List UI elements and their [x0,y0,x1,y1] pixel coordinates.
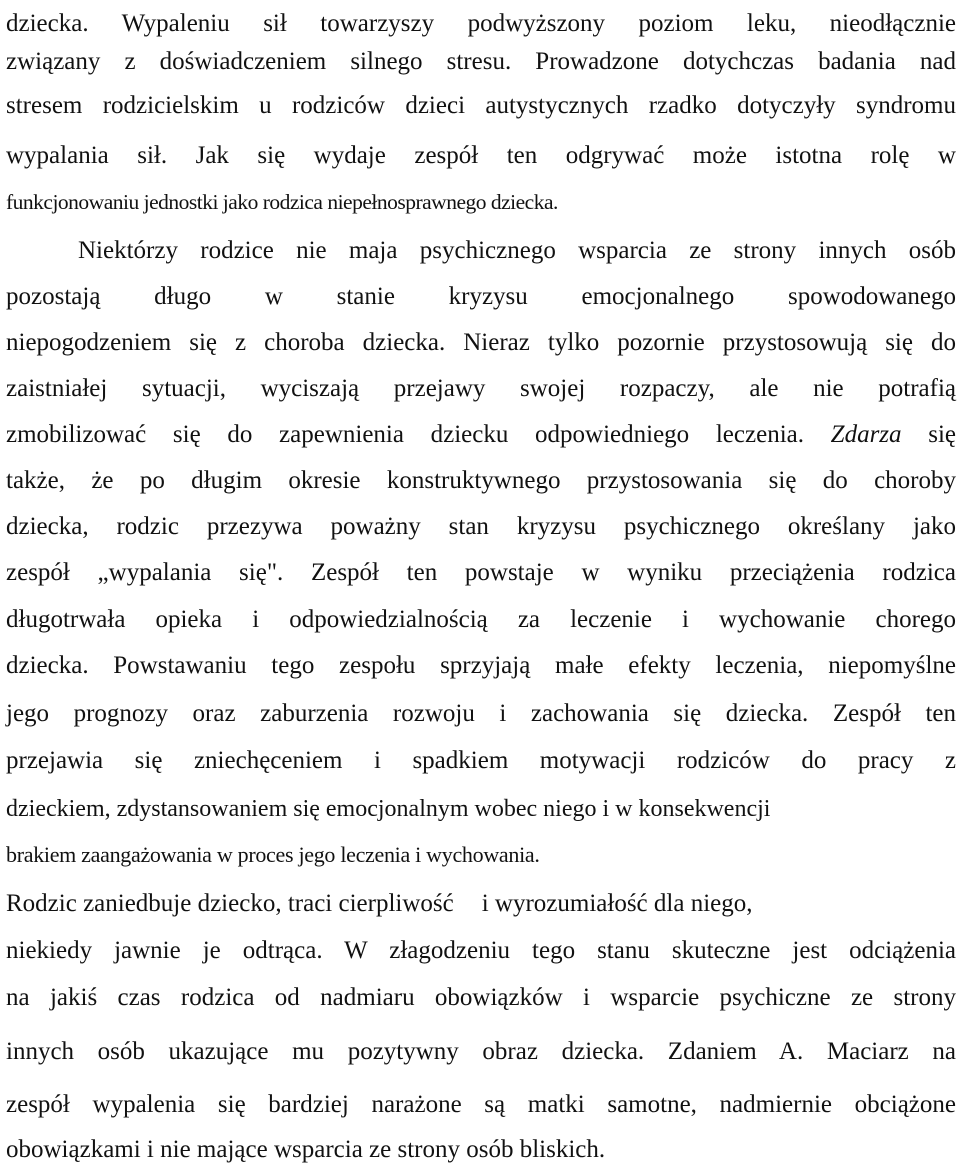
text-line: niekiedy jawnie je odtrąca. W złagodzeniu tego stanu skuteczne jest odciążenia [6,937,956,964]
text-line: innych osób ukazujące mu pozytywny obraz dziecka. Zdaniem A. Maciarz na [6,1038,956,1065]
text-line: zespół „wypalania się". Zespół ten powstaje w wyniku przeciążenia rodzica [6,559,956,586]
text-line: dziecka. Wypaleniu sił towarzyszy podwyższony poziom leku, nieodłącznie [6,10,956,37]
text-line: obowiązkami i nie mające wsparcia ze strony osób bliskich. [6,1136,606,1163]
text-line: pozostają długo w stanie kryzysu emocjonalnego spowodowanego [6,283,956,310]
text-line: stresem rodzicielskim u rodziców dzieci autystycznych rzadko dotyczyły syndromu [6,92,956,119]
text-line [6,884,956,924]
text-line: związany z doświadczeniem silnego stresu. Prowadzone dotychczas badania nad [6,48,956,75]
text-segment: Rodzic zaniedbuje dziecko, traci cierpliwość [6,890,454,917]
text-line: jego prognozy oraz zaburzenia rozwoju i zachowania się dziecka. Zespół ten [6,700,956,727]
text-line: Niektórzy rodzice nie maja psychicznego wsparcia ze strony innych osób [78,237,956,264]
text-segment: zmobilizować się do zapewnienia dziecku odpowiedniego leczenia. [6,421,804,448]
text-line: długotrwała opieka i odpowiedzialnością za leczenie i wychowanie chorego [6,606,956,633]
text-segment: się [928,421,957,448]
text-line: funkcjonowaniu jednostki jako rodzica niepełnosprawnego dziecka. [6,190,558,214]
text-line: niepogodzeniem się z choroba dziecka. Nieraz tylko pozornie przystosowują się do [6,329,956,356]
text-segment: i wyrozumiałość dla niego, [481,890,753,917]
text-line: zespół wypalenia się bardziej narażone są matki samotne, nadmiernie obciążone [6,1091,956,1118]
text-line: dziecka. Powstawaniu tego zespołu sprzyjają małe efekty leczenia, niepomyślne [6,652,956,679]
text-line [6,415,956,455]
text-line: brakiem zaangażowania w proces jego leczenia i wychowania. [6,842,540,867]
text-line: także, że po długim okresie konstruktywnego przystosowania się do choroby [6,467,956,494]
text-line: dzieckiem, zdystansowaniem się emocjonalnym wobec niego i w konsekwencji [6,796,771,822]
italic-word: Zdarza [830,421,902,448]
text-line: zaistniałej sytuacji, wyciszają przejawy swojej rozpaczy, ale nie potrafią [6,375,956,402]
text-line: wypalania sił. Jak się wydaje zespół ten odgrywać może istotna rolę w [6,142,956,169]
text-line: przejawia się zniechęceniem i spadkiem motywacji rodziców do pracy z [6,747,956,774]
text-line: na jakiś czas rodzica od nadmiaru obowiązków i wsparcie psychiczne ze strony [6,984,956,1011]
text-line: dziecka, rodzic przezywa poważny stan kryzysu psychicznego określany jako [6,513,956,540]
